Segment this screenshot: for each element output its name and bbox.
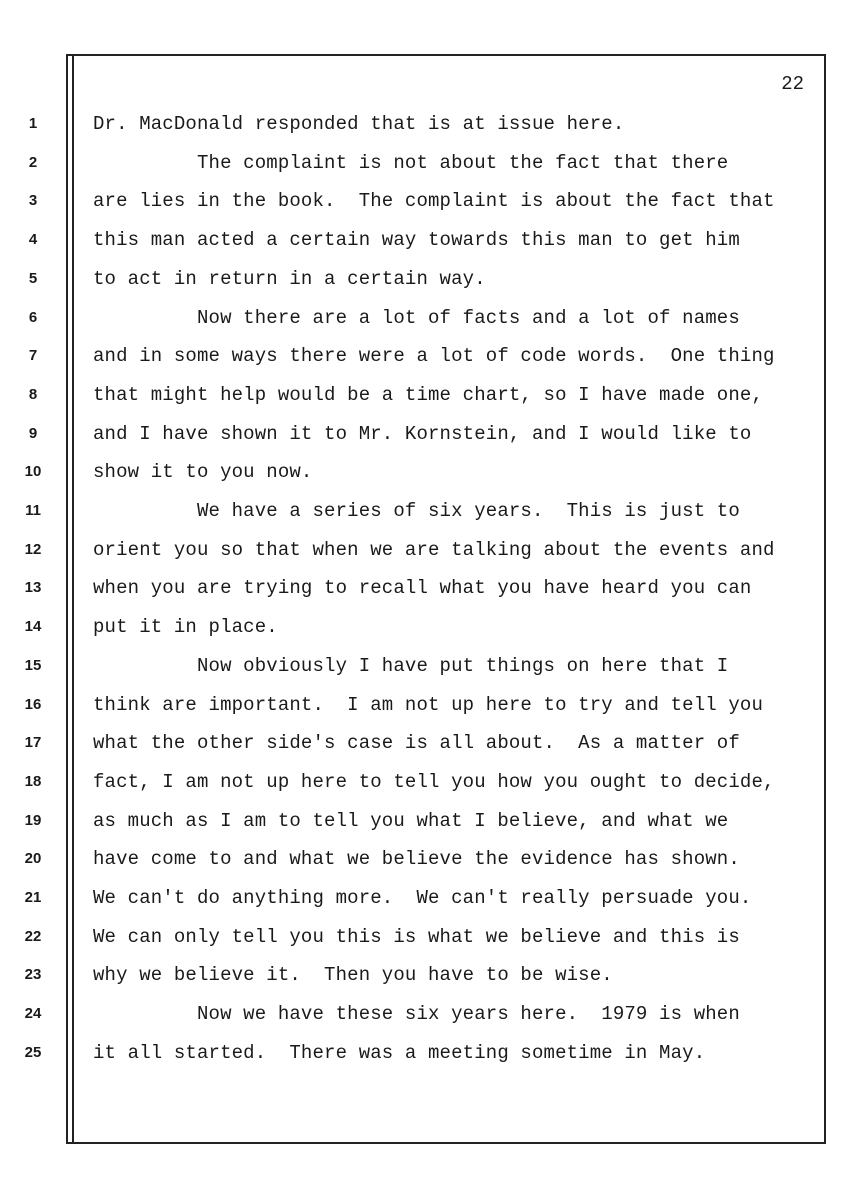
transcript-line: We can only tell you this is what we believe and this is [93, 926, 740, 948]
transcript-line: show it to you now. [93, 461, 313, 483]
transcript-line: and I have shown it to Mr. Kornstein, and I would like to [93, 423, 752, 445]
transcript-line: fact, I am not up here to tell you how you ought to decide, [93, 771, 775, 793]
transcript-line: and in some ways there were a lot of code words. One thing [93, 345, 775, 367]
line-number: 11 [25, 502, 41, 519]
line-number: 13 [24, 579, 42, 596]
transcript-line: We have a series of six years. This is just to [93, 500, 740, 522]
transcript-line: that might help would be a time chart, so I have made one, [93, 384, 764, 406]
line-number: 21 [24, 889, 42, 906]
transcript-line: are lies in the book. The complaint is about the fact that [93, 190, 775, 212]
transcript-line: why we believe it. Then you have to be wise. [93, 964, 613, 986]
line-number: 12 [24, 541, 42, 558]
line-number: 22 [24, 928, 42, 945]
line-number: 8 [28, 386, 38, 403]
transcript-line: Now we have these six years here. 1979 is when [93, 1003, 740, 1025]
transcript-line: it all started. There was a meeting sometime in May. [93, 1042, 706, 1064]
transcript-line: what the other side's case is all about. As a matter of [93, 732, 740, 754]
line-number: 9 [28, 425, 38, 442]
transcript-line: to act in return in a certain way. [93, 268, 486, 290]
line-number: 1 [28, 115, 38, 132]
line-number: 10 [24, 463, 42, 480]
transcript-line: We can't do anything more. We can't really persuade you. [93, 887, 752, 909]
transcript-line: have come to and what we believe the evidence has shown. [93, 848, 740, 870]
line-number: 14 [24, 618, 42, 635]
transcript-line: put it in place. [93, 616, 278, 638]
line-number: 5 [28, 270, 38, 287]
line-number: 19 [24, 812, 42, 829]
line-number: 7 [28, 347, 38, 364]
transcript-line: as much as I am to tell you what I believe, and what we [93, 810, 729, 832]
transcript-line: think are important. I am not up here to try and tell you [93, 694, 764, 716]
line-number: 2 [28, 154, 38, 171]
transcript-line: when you are trying to recall what you have heard you can [93, 577, 752, 599]
transcript-line: Now there are a lot of facts and a lot of names [93, 307, 740, 329]
line-number: 18 [24, 773, 42, 790]
line-number: 17 [24, 734, 42, 751]
transcript-line: The complaint is not about the fact that there [93, 152, 729, 174]
line-number: 25 [24, 1044, 42, 1061]
transcript-line: Dr. MacDonald responded that is at issue here. [93, 113, 625, 135]
line-number: 23 [24, 966, 42, 983]
line-number: 20 [24, 850, 42, 867]
line-number: 24 [24, 1005, 42, 1022]
transcript-line: this man acted a certain way towards this man to get him [93, 229, 740, 251]
line-number: 3 [28, 192, 38, 209]
page-number: 22 [781, 73, 804, 95]
line-number: 16 [24, 696, 42, 713]
line-number: 15 [24, 657, 42, 674]
margin-rule [72, 54, 74, 1144]
transcript-line: Now obviously I have put things on here that I [93, 655, 729, 677]
transcript-line: orient you so that when we are talking about the events and [93, 539, 775, 561]
line-number: 6 [28, 309, 38, 326]
line-number: 4 [28, 231, 38, 248]
